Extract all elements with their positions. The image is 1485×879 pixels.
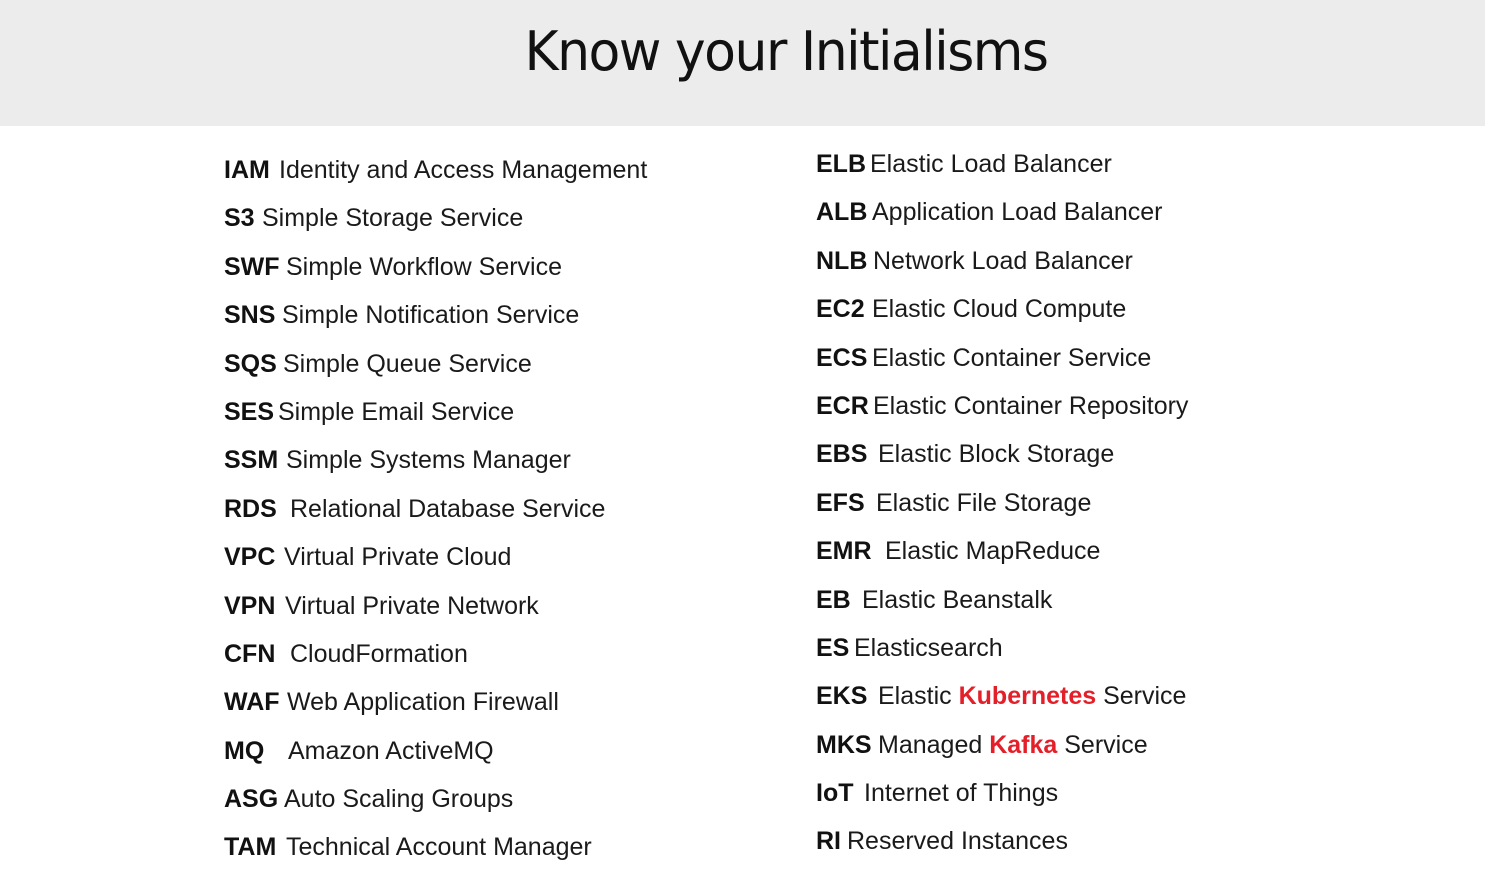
initialism: S3 [224, 204, 255, 233]
expansion-prefix: Elastic [878, 682, 952, 711]
list-item [224, 492, 647, 540]
list-item [816, 341, 1188, 389]
initialism: VPN [224, 591, 276, 620]
list-item [224, 734, 647, 782]
header-banner [0, 0, 1485, 126]
initialism: ALB [816, 198, 868, 227]
list-item [816, 486, 1188, 534]
expansion: Simple Notification Service [282, 301, 580, 330]
initialism: SES [224, 397, 275, 426]
expansion: Elastic Beanstalk [862, 585, 1053, 614]
expansion: CloudFormation [290, 639, 468, 668]
initialism: EB [816, 585, 851, 614]
initialism: TAM [224, 833, 277, 862]
initialism: ELB [816, 150, 866, 178]
list-item [816, 776, 1188, 824]
page-title: Know your Initialisms [524, 20, 1048, 84]
expansion: Simple Workflow Service [286, 252, 563, 281]
expansion: Technical Account Manager [286, 833, 592, 862]
list-item [224, 589, 647, 637]
list-item [816, 631, 1188, 679]
expansion-suffix: Service [1103, 682, 1187, 711]
initialism: MQ [224, 736, 265, 765]
expansion: Elastic Cloud Compute [872, 295, 1127, 324]
expansion: Identity and Access Management [279, 156, 648, 184]
initialisms-list-left [224, 153, 647, 879]
initialism: SNS [224, 301, 276, 330]
expansion: Auto Scaling Groups [284, 785, 514, 814]
expansion-prefix: Managed [878, 730, 983, 759]
initialism: RI [816, 827, 841, 856]
list-item [816, 389, 1188, 437]
initialisms-list-right [816, 147, 1188, 873]
expansion: Elastic MapReduce [885, 537, 1101, 566]
initialism: IoT [816, 779, 854, 808]
list-item [224, 685, 647, 733]
expansion: Elastic Container Service [872, 343, 1152, 372]
list-item [816, 679, 1188, 727]
expansion: Reserved Instances [847, 827, 1068, 856]
expansion: Network Load Balancer [873, 246, 1133, 275]
initialism: RDS [224, 494, 277, 523]
initialism: EC2 [816, 295, 865, 324]
highlighted-term: Kubernetes [958, 682, 1097, 711]
initialism: ES [816, 633, 850, 662]
list-item [224, 347, 647, 395]
initialism: ECS [816, 343, 868, 372]
list-item [816, 728, 1188, 776]
list-item [224, 153, 647, 201]
list-item [816, 534, 1188, 582]
expansion: Virtual Private Cloud [284, 543, 512, 572]
initialism: VPC [224, 543, 276, 572]
expansion: Application Load Balancer [872, 198, 1163, 227]
list-item [224, 201, 647, 249]
expansion: Internet of Things [864, 779, 1059, 808]
expansion: Web Application Firewall [287, 688, 559, 717]
list-item [816, 147, 1188, 195]
list-item [224, 830, 647, 878]
initialism: SWF [224, 252, 280, 281]
initialism: IAM [224, 156, 270, 184]
expansion: Elastic Block Storage [878, 440, 1115, 469]
list-item [816, 195, 1188, 243]
list-item [224, 298, 647, 346]
initialism: SQS [224, 349, 277, 378]
expansion: Simple Queue Service [283, 349, 532, 378]
initialism: NLB [816, 246, 868, 275]
list-item [224, 395, 647, 443]
expansion: Simple Email Service [278, 397, 515, 426]
list-item [816, 824, 1188, 872]
initialism: CFN [224, 639, 276, 668]
initialism: MKS [816, 730, 872, 759]
expansion-suffix: Service [1064, 730, 1148, 759]
list-item [816, 292, 1188, 340]
highlighted-term: Kafka [989, 730, 1058, 759]
list-item [224, 443, 647, 491]
expansion: Elastic Container Repository [873, 391, 1189, 420]
expansion: Elastic File Storage [876, 488, 1092, 517]
list-item [224, 637, 647, 685]
initialism: ASG [224, 785, 279, 814]
initialism: ECR [816, 391, 869, 420]
initialism: EKS [816, 682, 868, 711]
expansion: Amazon ActiveMQ [288, 736, 494, 765]
list-item [224, 540, 647, 588]
expansion: Simple Systems Manager [286, 446, 571, 475]
list-item [816, 437, 1188, 485]
initialism: EFS [816, 488, 865, 517]
initialism: EBS [816, 440, 868, 469]
expansion: Simple Storage Service [262, 204, 524, 233]
list-item [816, 583, 1188, 631]
list-item [224, 782, 647, 830]
list-item [816, 244, 1188, 292]
initialism: SSM [224, 446, 279, 475]
initialism: EMR [816, 537, 872, 566]
expansion: Elastic Load Balancer [870, 150, 1112, 178]
list-item [224, 250, 647, 298]
expansion: Relational Database Service [290, 494, 606, 523]
expansion: Virtual Private Network [285, 591, 539, 620]
expansion: Elasticsearch [854, 633, 1003, 662]
initialism: WAF [224, 688, 280, 717]
